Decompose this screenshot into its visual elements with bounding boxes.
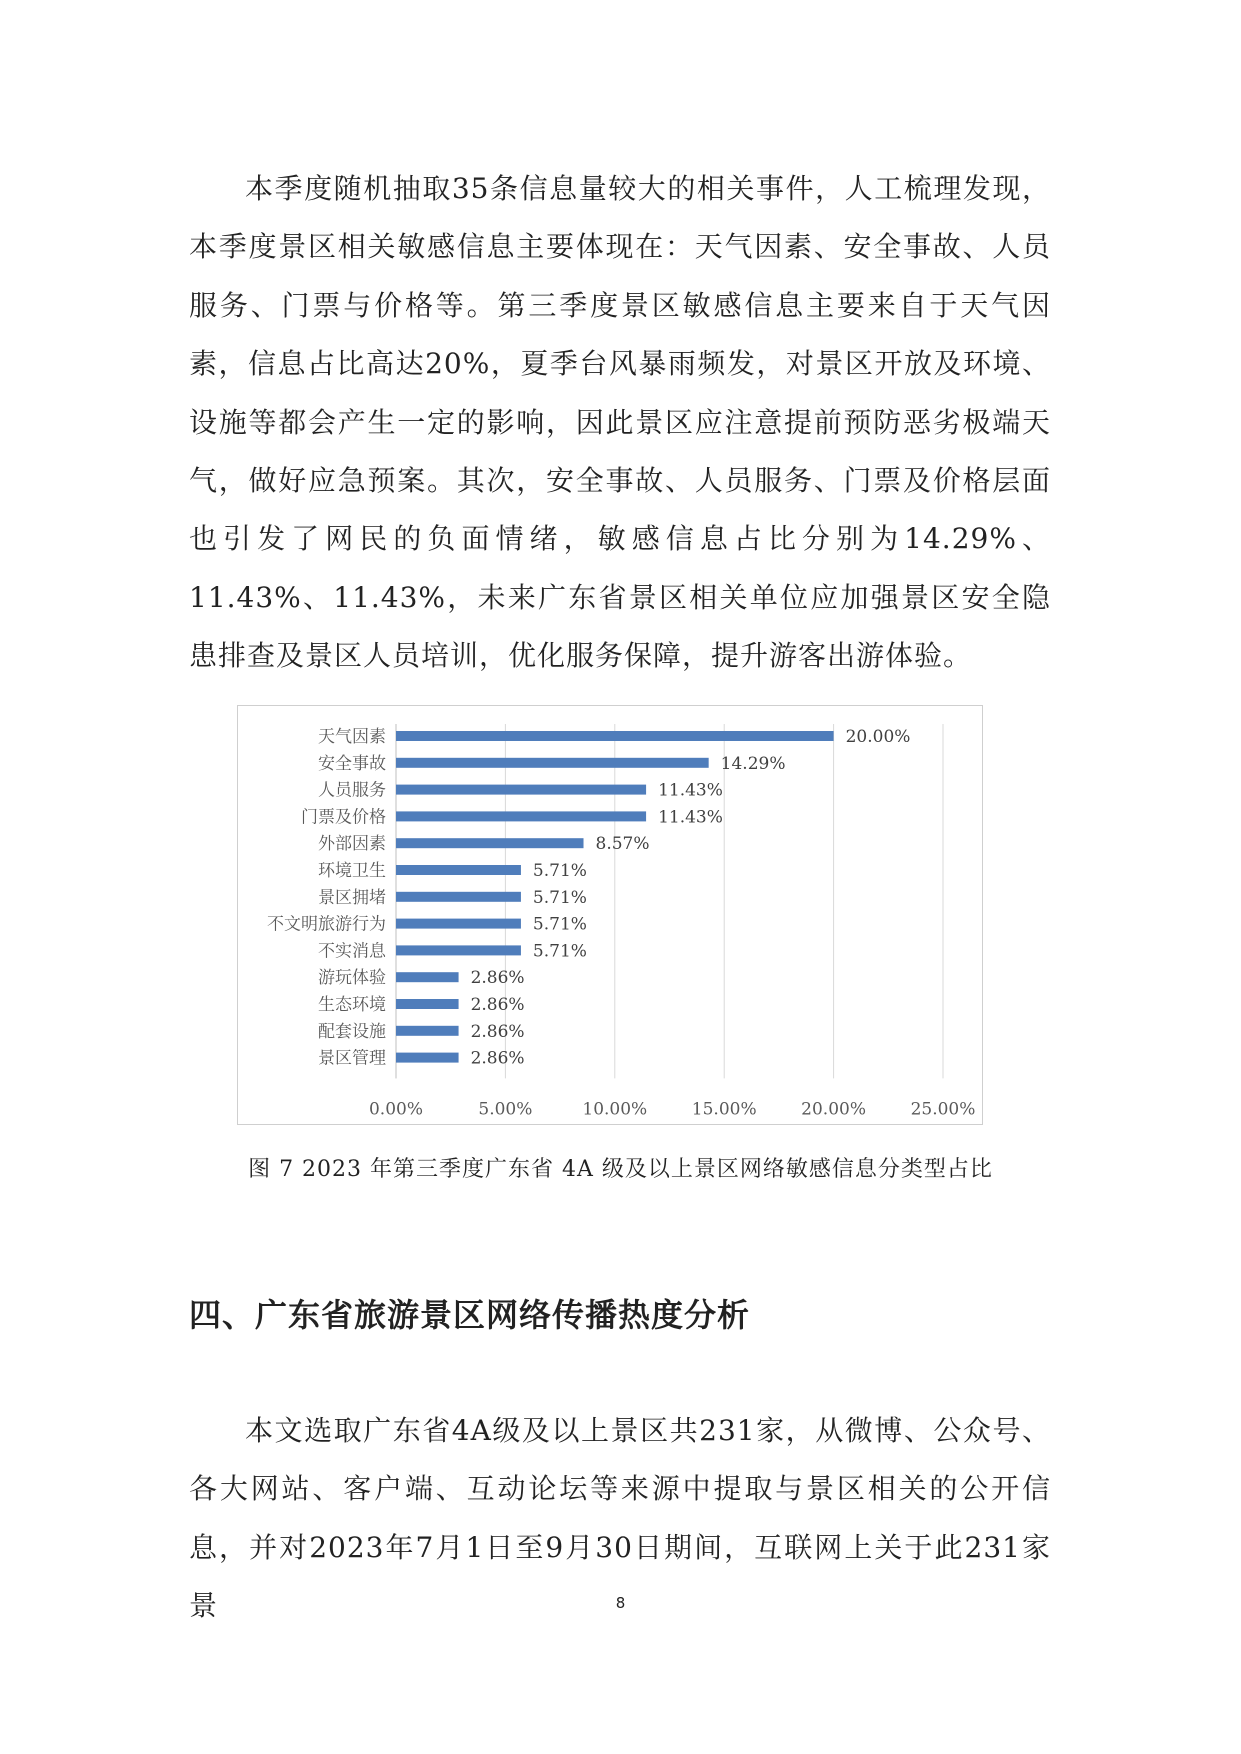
data-label: 20.00% bbox=[845, 727, 911, 747]
data-label: 2.86% bbox=[470, 1021, 525, 1042]
category-label: 人员服务 bbox=[318, 780, 386, 801]
category-label: 不文明旅游行为 bbox=[267, 914, 386, 935]
body-paragraph-1 bbox=[189, 160, 1051, 686]
data-label: 5.71% bbox=[532, 914, 587, 935]
bar bbox=[396, 919, 521, 929]
paragraph-text: 本季度随机抽取35条信息量较大的相关事件，人工梳理发现，本季度景区相关敏感信息主要体现在：天气因素、安全事故、人员服务、门票与价格等。第三季度景区敏感信息主要来自于天气因素，信息占比高达20%，夏季台风暴雨频发，对景区开放及环境、设施等都会产生一定的影响，因此景区应注意提前预防恶劣极端天气，做好应急预案。其次，安全事故、人员服务、门票及价格层面也引发了网民的负面情绪，敏感信息占比分别为14.29%、11.43%、11.43%，未来广东省景区相关单位应加强景区安全隐患排查及景区人员培训，优化服务保障，提升游客出游体验。 bbox=[189, 172, 1051, 673]
bar bbox=[396, 758, 709, 768]
data-label: 11.43% bbox=[658, 780, 723, 801]
category-label: 配套设施 bbox=[318, 1021, 386, 1042]
data-label: 5.71% bbox=[532, 887, 587, 908]
figure-caption: 图 7 2023 年第三季度广东省 4A 级及以上景区网络敏感信息分类型占比 bbox=[248, 1157, 993, 1182]
bar bbox=[396, 785, 646, 795]
bar bbox=[396, 1053, 459, 1063]
category-label: 游玩体验 bbox=[318, 968, 386, 989]
bar bbox=[396, 892, 521, 902]
data-label: 5.71% bbox=[532, 941, 587, 962]
bar bbox=[396, 999, 459, 1009]
data-label: 2.86% bbox=[470, 968, 525, 989]
category-label: 不实消息 bbox=[318, 941, 386, 962]
x-tick-label: 0.00% bbox=[368, 1099, 424, 1120]
category-label: 外部因素 bbox=[318, 834, 386, 855]
bar bbox=[396, 945, 521, 955]
bar-chart bbox=[237, 705, 983, 1125]
data-label: 14.29% bbox=[720, 753, 786, 774]
data-label: 2.86% bbox=[470, 1048, 525, 1069]
x-tick-label: 5.00% bbox=[478, 1099, 533, 1120]
data-label: 8.57% bbox=[595, 834, 650, 855]
category-label: 安全事故 bbox=[318, 753, 386, 774]
x-tick-label: 15.00% bbox=[691, 1099, 757, 1120]
category-label: 生态环境 bbox=[318, 995, 386, 1015]
chart-svg bbox=[238, 706, 982, 1124]
bar bbox=[396, 838, 584, 848]
x-tick-label: 10.00% bbox=[582, 1099, 648, 1120]
bar bbox=[396, 972, 459, 982]
data-label: 11.43% bbox=[658, 807, 723, 828]
category-label: 环境卫生 bbox=[318, 861, 386, 881]
category-label: 天气因素 bbox=[318, 727, 386, 747]
page-number: 8 bbox=[615, 1594, 626, 1612]
bar bbox=[396, 811, 646, 821]
x-tick-label: 25.00% bbox=[910, 1099, 976, 1120]
bar bbox=[396, 731, 834, 741]
category-label: 景区管理 bbox=[318, 1048, 386, 1069]
data-label: 5.71% bbox=[532, 861, 587, 881]
section-heading: 四、广东省旅游景区网络传播热度分析 bbox=[189, 1296, 751, 1334]
category-label: 门票及价格 bbox=[301, 807, 386, 828]
x-tick-label: 20.00% bbox=[801, 1099, 867, 1120]
bar bbox=[396, 865, 521, 875]
paragraph-text: 本文选取广东省4A级及以上景区共231家，从微博、公众号、各大网站、客户端、互动论坛等来源中提取与景区相关的公开信息，并对2023年7月1日至9月30日期间，互联网上关于此231家景 bbox=[189, 1414, 1051, 1623]
data-label: 2.86% bbox=[470, 995, 525, 1015]
bar bbox=[396, 1026, 459, 1036]
category-label: 景区拥堵 bbox=[318, 887, 386, 908]
